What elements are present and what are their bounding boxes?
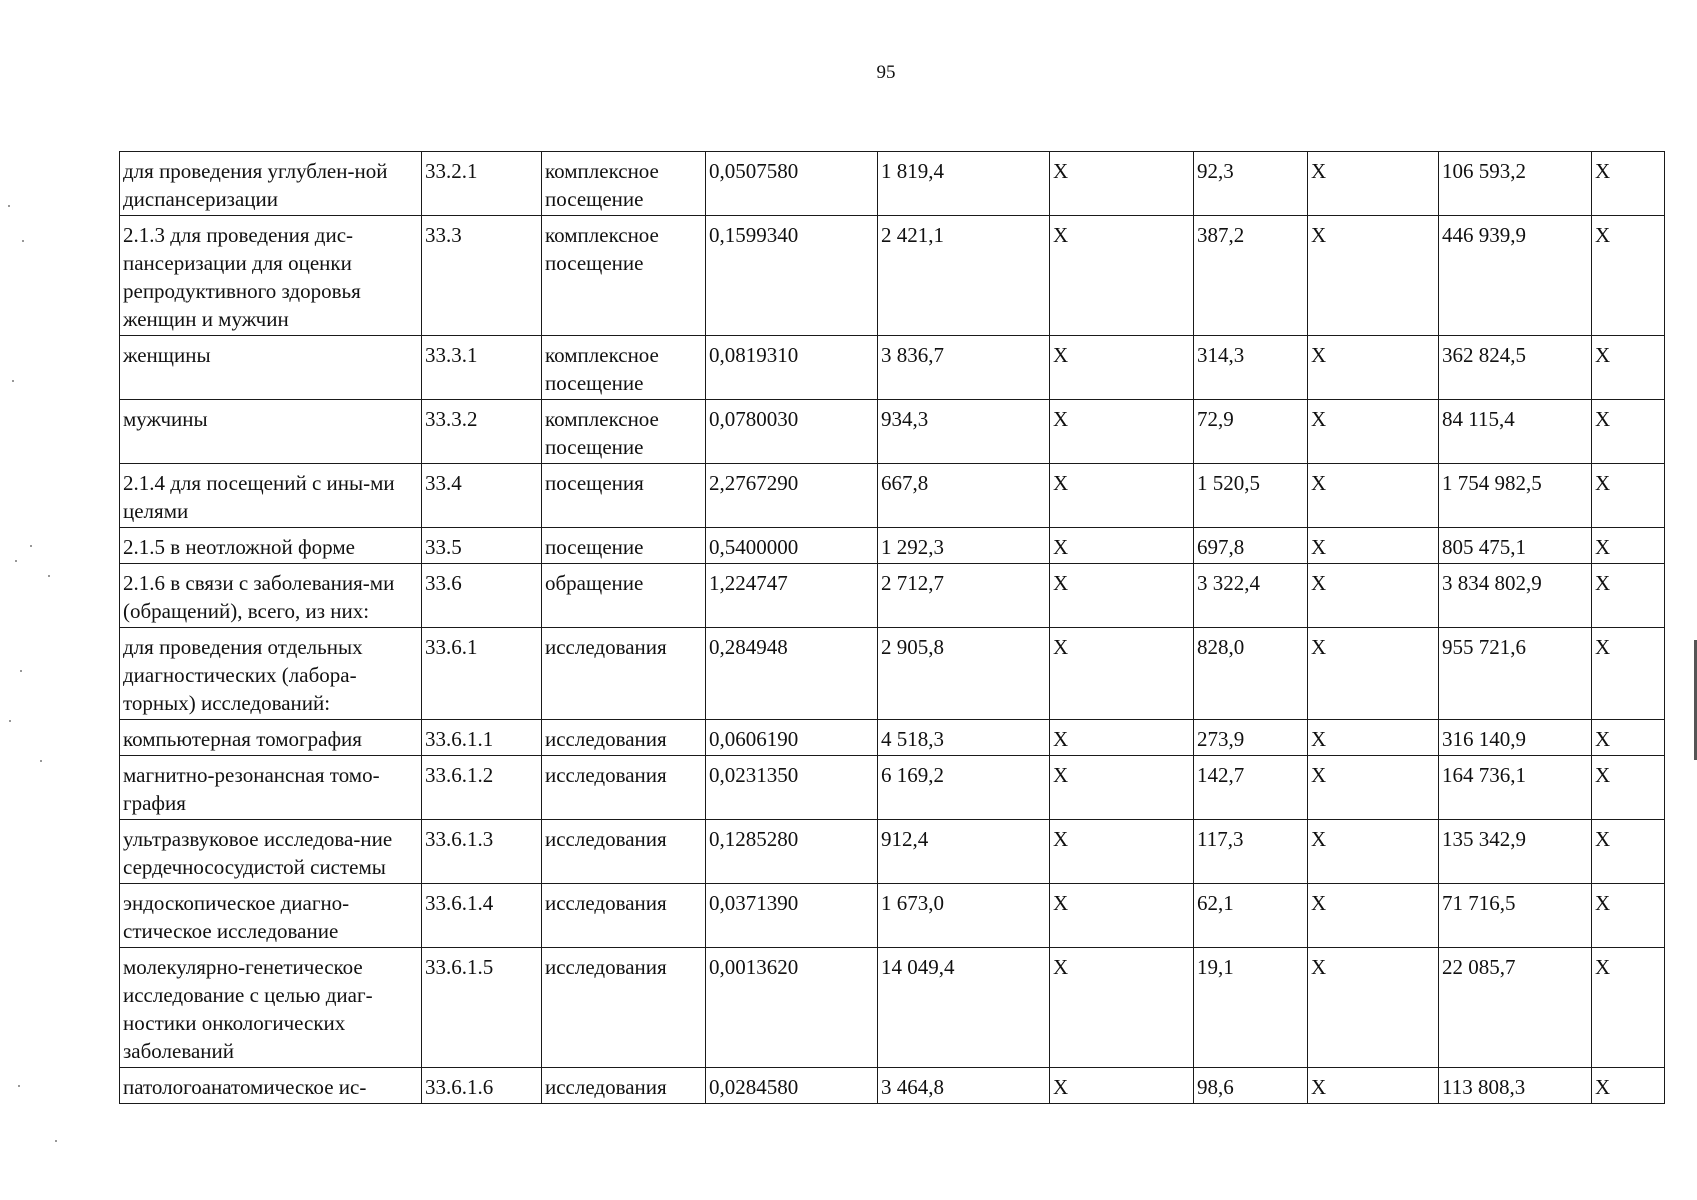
cell-x-mark-2: X (1308, 884, 1439, 948)
cell-norm-value: 0,0284580 (706, 1068, 878, 1104)
cell-x-mark-1: X (1050, 948, 1194, 1068)
cell-norm-value: 0,0780030 (706, 400, 878, 464)
cell-norm-value: 2,2767290 (706, 464, 878, 528)
cell-unit: исследования (542, 948, 706, 1068)
cell-per-capita-value: 92,3 (1194, 152, 1308, 216)
cell-per-capita-value: 697,8 (1194, 528, 1308, 564)
cell-x-mark-2: X (1308, 628, 1439, 720)
cell-row-label: для проведения углублен-ной диспансеризации (120, 152, 422, 216)
cell-x-mark-1: X (1050, 564, 1194, 628)
cell-x-mark-2: X (1308, 756, 1439, 820)
cell-row-label: 2.1.5 в неотложной форме (120, 528, 422, 564)
cell-x-mark-1: X (1050, 756, 1194, 820)
cell-cost-value: 2 421,1 (878, 216, 1050, 336)
cell-unit: комплексное посещение (542, 152, 706, 216)
cell-unit: исследования (542, 1068, 706, 1104)
cell-x-mark-2: X (1308, 948, 1439, 1068)
cell-unit: посещения (542, 464, 706, 528)
cell-per-capita-value: 387,2 (1194, 216, 1308, 336)
cell-total-value: 84 115,4 (1439, 400, 1592, 464)
cell-x-mark-3: X (1592, 564, 1665, 628)
cell-norm-value: 0,0819310 (706, 336, 878, 400)
cell-cost-value: 912,4 (878, 820, 1050, 884)
scan-noise (0, 0, 110, 1200)
cell-row-label: магнитно-резонансная томо-графия (120, 756, 422, 820)
cell-per-capita-value: 3 322,4 (1194, 564, 1308, 628)
table-row (120, 1068, 1665, 1104)
cell-row-code: 33.6.1.5 (422, 948, 542, 1068)
cell-row-code: 33.3 (422, 216, 542, 336)
cell-row-code: 33.4 (422, 464, 542, 528)
cell-x-mark-1: X (1050, 1068, 1194, 1104)
cell-cost-value: 2 905,8 (878, 628, 1050, 720)
cell-total-value: 362 824,5 (1439, 336, 1592, 400)
cell-x-mark-3: X (1592, 216, 1665, 336)
cell-total-value: 1 754 982,5 (1439, 464, 1592, 528)
cell-cost-value: 14 049,4 (878, 948, 1050, 1068)
cell-per-capita-value: 142,7 (1194, 756, 1308, 820)
cell-x-mark-2: X (1308, 216, 1439, 336)
cell-norm-value: 0,0013620 (706, 948, 878, 1068)
cell-norm-value: 0,0606190 (706, 720, 878, 756)
cell-cost-value: 934,3 (878, 400, 1050, 464)
cell-total-value: 3 834 802,9 (1439, 564, 1592, 628)
cell-x-mark-1: X (1050, 152, 1194, 216)
cell-x-mark-3: X (1592, 884, 1665, 948)
cell-x-mark-3: X (1592, 400, 1665, 464)
table-row (120, 756, 1665, 820)
table-body (120, 152, 1665, 1104)
cell-row-code: 33.6.1.1 (422, 720, 542, 756)
cell-x-mark-2: X (1308, 528, 1439, 564)
cell-row-label: мужчины (120, 400, 422, 464)
cell-x-mark-2: X (1308, 1068, 1439, 1104)
cell-per-capita-value: 117,3 (1194, 820, 1308, 884)
cell-x-mark-1: X (1050, 628, 1194, 720)
cell-cost-value: 2 712,7 (878, 564, 1050, 628)
cell-x-mark-1: X (1050, 884, 1194, 948)
cell-unit: исследования (542, 720, 706, 756)
cell-total-value: 955 721,6 (1439, 628, 1592, 720)
cell-row-label: молекулярно-генетическое исследование с целью диаг-ностики онкологических заболеваний (120, 948, 422, 1068)
table-row (120, 884, 1665, 948)
cell-unit: обращение (542, 564, 706, 628)
cell-per-capita-value: 314,3 (1194, 336, 1308, 400)
cell-per-capita-value: 98,6 (1194, 1068, 1308, 1104)
table-row (120, 528, 1665, 564)
cell-x-mark-1: X (1050, 720, 1194, 756)
cell-total-value: 316 140,9 (1439, 720, 1592, 756)
cell-x-mark-3: X (1592, 152, 1665, 216)
table-row (120, 820, 1665, 884)
table-row (120, 336, 1665, 400)
data-table (119, 151, 1665, 1104)
cell-row-code: 33.2.1 (422, 152, 542, 216)
cell-x-mark-1: X (1050, 528, 1194, 564)
cell-x-mark-2: X (1308, 820, 1439, 884)
table-row (120, 948, 1665, 1068)
cell-cost-value: 3 836,7 (878, 336, 1050, 400)
cell-per-capita-value: 19,1 (1194, 948, 1308, 1068)
cell-x-mark-1: X (1050, 400, 1194, 464)
cell-x-mark-2: X (1308, 336, 1439, 400)
cell-per-capita-value: 72,9 (1194, 400, 1308, 464)
cell-norm-value: 1,224747 (706, 564, 878, 628)
cell-x-mark-2: X (1308, 720, 1439, 756)
cell-row-label: 2.1.4 для посещений с ины-ми целями (120, 464, 422, 528)
cell-unit: исследования (542, 884, 706, 948)
cell-row-label: 2.1.6 в связи с заболевания-ми (обращений), всего, из них: (120, 564, 422, 628)
cell-per-capita-value: 62,1 (1194, 884, 1308, 948)
cell-unit: комплексное посещение (542, 400, 706, 464)
cell-x-mark-3: X (1592, 948, 1665, 1068)
cell-x-mark-3: X (1592, 1068, 1665, 1104)
cell-x-mark-2: X (1308, 464, 1439, 528)
table-row (120, 152, 1665, 216)
cell-row-code: 33.6 (422, 564, 542, 628)
cell-norm-value: 0,0507580 (706, 152, 878, 216)
cell-row-code: 33.3.1 (422, 336, 542, 400)
cell-row-code: 33.6.1.2 (422, 756, 542, 820)
cell-norm-value: 0,5400000 (706, 528, 878, 564)
cell-row-code: 33.3.2 (422, 400, 542, 464)
cell-per-capita-value: 273,9 (1194, 720, 1308, 756)
table-row (120, 464, 1665, 528)
cell-row-label: женщины (120, 336, 422, 400)
cell-norm-value: 0,0371390 (706, 884, 878, 948)
cell-per-capita-value: 1 520,5 (1194, 464, 1308, 528)
table-row (120, 720, 1665, 756)
cell-cost-value: 667,8 (878, 464, 1050, 528)
cell-unit: комплексное посещение (542, 336, 706, 400)
cell-cost-value: 4 518,3 (878, 720, 1050, 756)
cell-cost-value: 1 673,0 (878, 884, 1050, 948)
cell-x-mark-2: X (1308, 400, 1439, 464)
cell-unit: исследования (542, 820, 706, 884)
cell-total-value: 446 939,9 (1439, 216, 1592, 336)
table-row (120, 564, 1665, 628)
cell-x-mark-1: X (1050, 336, 1194, 400)
table-row (120, 216, 1665, 336)
cell-row-code: 33.6.1.3 (422, 820, 542, 884)
cell-norm-value: 0,1285280 (706, 820, 878, 884)
cell-total-value: 106 593,2 (1439, 152, 1592, 216)
cell-row-code: 33.6.1.6 (422, 1068, 542, 1104)
cell-row-code: 33.6.1 (422, 628, 542, 720)
cell-cost-value: 3 464,8 (878, 1068, 1050, 1104)
cell-row-code: 33.6.1.4 (422, 884, 542, 948)
cell-total-value: 113 808,3 (1439, 1068, 1592, 1104)
cell-total-value: 71 716,5 (1439, 884, 1592, 948)
cell-x-mark-3: X (1592, 820, 1665, 884)
cell-per-capita-value: 828,0 (1194, 628, 1308, 720)
cell-total-value: 22 085,7 (1439, 948, 1592, 1068)
cell-x-mark-3: X (1592, 528, 1665, 564)
cell-row-code: 33.5 (422, 528, 542, 564)
cell-total-value: 805 475,1 (1439, 528, 1592, 564)
cell-unit: исследования (542, 628, 706, 720)
cell-x-mark-2: X (1308, 564, 1439, 628)
cell-x-mark-1: X (1050, 464, 1194, 528)
cell-x-mark-3: X (1592, 628, 1665, 720)
cell-unit: посещение (542, 528, 706, 564)
cell-row-label: эндоскопическое диагно-стическое исследование (120, 884, 422, 948)
cell-x-mark-3: X (1592, 336, 1665, 400)
cell-norm-value: 0,1599340 (706, 216, 878, 336)
cell-row-label: ультразвуковое исследова-ние сердечнососудистой системы (120, 820, 422, 884)
page-number: 95 (876, 62, 896, 83)
cell-norm-value: 0,284948 (706, 628, 878, 720)
cell-x-mark-1: X (1050, 216, 1194, 336)
cell-unit: исследования (542, 756, 706, 820)
cell-cost-value: 6 169,2 (878, 756, 1050, 820)
cell-row-label: для проведения отдельных диагностических (лабора-торных) исследований: (120, 628, 422, 720)
cell-total-value: 135 342,9 (1439, 820, 1592, 884)
table-row (120, 628, 1665, 720)
cell-norm-value: 0,0231350 (706, 756, 878, 820)
cell-cost-value: 1 292,3 (878, 528, 1050, 564)
cell-x-mark-3: X (1592, 756, 1665, 820)
cell-row-label: компьютерная томография (120, 720, 422, 756)
table-row (120, 400, 1665, 464)
cell-cost-value: 1 819,4 (878, 152, 1050, 216)
cell-x-mark-1: X (1050, 820, 1194, 884)
cell-row-label: патологоанатомическое ис- (120, 1068, 422, 1104)
cell-total-value: 164 736,1 (1439, 756, 1592, 820)
cell-x-mark-3: X (1592, 464, 1665, 528)
cell-x-mark-3: X (1592, 720, 1665, 756)
cell-unit: комплексное посещение (542, 216, 706, 336)
cell-x-mark-2: X (1308, 152, 1439, 216)
cell-row-label: 2.1.3 для проведения дис-пансеризации для оценки репродуктивного здоровья женщин и мужчин (120, 216, 422, 336)
